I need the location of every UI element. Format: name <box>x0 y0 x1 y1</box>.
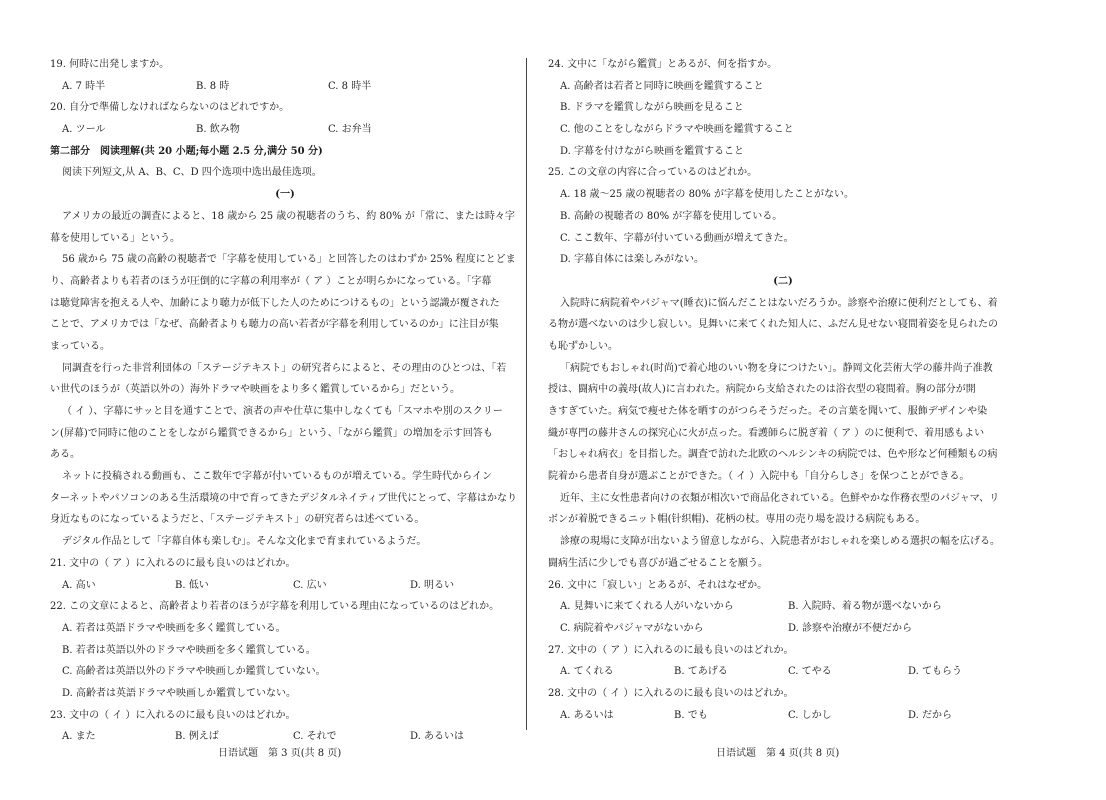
passage-1-line: 身近なものになっているようだと、「ステージテキスト」の研究者らは述べている。 <box>50 514 425 526</box>
question-20: 20. 自分で準備しなければならないのはどれですか。 <box>50 102 290 114</box>
question-27: 27. 文中の（ ア ）に入れるのに最も良いのはどれか。 <box>548 644 794 656</box>
option-b[interactable]: B. てあげる <box>674 666 728 678</box>
option-d[interactable]: D. 字幕を付けながら映画を鑑賞すること <box>560 145 745 157</box>
option-a[interactable]: A. 若者は英語ドラマや映画を多く鑑賞している。 <box>62 622 286 634</box>
option-c[interactable]: C. 広い <box>293 579 327 591</box>
option-c[interactable]: C. しかし <box>788 709 832 721</box>
question-22: 22. この文章によると、高齢者より若者のほうが字幕を利用している理由になっているのはどれか。 <box>50 601 500 613</box>
option-c[interactable]: C. お弁当 <box>328 124 372 136</box>
question-25: 25. この文章の内容に合っているのはどれか。 <box>548 167 758 179</box>
question-19: 19. 何時に出発しますか。 <box>50 59 170 70</box>
option-c[interactable]: C. ここ数年、字幕が付いている動画が増えてきた。 <box>560 232 794 244</box>
option-a[interactable]: A. また <box>62 731 96 743</box>
right-page-column <box>548 54 1018 726</box>
column-divider <box>526 58 527 730</box>
option-a[interactable]: A. 7 時半 <box>62 80 106 92</box>
option-b[interactable]: B. 飲み物 <box>196 124 240 136</box>
question-21: 21. 文中の（ ア ）に入れるのに最も良いのはどれか。 <box>50 557 296 569</box>
option-b[interactable]: B. 8 時 <box>196 80 230 92</box>
passage-2-line: 授は、闘病中の義母(故人)に言われた。病院から支給されたのは浴衣型の寝間着。胸の部分が開 <box>548 384 976 396</box>
option-a[interactable]: A. てくれる <box>560 666 614 678</box>
option-a[interactable]: A. 18 歳～25 歳の視聴者の 80% が字幕を使用したことがない。 <box>560 189 854 201</box>
passage-2-line: 診療の現場に支障が出ないよう留意しながら、入院患者がおしゃれを楽しめる選択の幅を広げる。 <box>560 536 1000 548</box>
question-26-options-row2 <box>548 618 1018 640</box>
passage-2-marker: (二) <box>773 275 793 287</box>
question-27-options <box>548 661 1018 683</box>
left-page-footer: 日语试题 第 3 页(共 8 页) <box>218 748 342 759</box>
passage-2-line: きすぎていた。病気で痩せた体を晒すのがつらそうだった。その言葉を聞いて、服飾デザインや染 <box>548 406 988 417</box>
question-20-options <box>50 119 520 141</box>
passage-2-line: 「おしゃれ病衣」を目指した。調査で訪れた北欧のヘルシンキの病院では、色や形など何種類もの病 <box>548 449 998 461</box>
option-a[interactable]: A. 高い <box>62 579 96 591</box>
option-c[interactable]: C. てやる <box>788 666 832 678</box>
passage-1-line: 幕を使用している」という。 <box>50 232 180 244</box>
passage-1-line: ある。 <box>50 449 80 461</box>
question-28-options <box>548 705 1018 727</box>
passage-2-line: 入院時に病院着やパジャマ(睡衣)に悩んだことはないだろうか。診察や治療に便利だとしても、着 <box>560 297 998 309</box>
option-d[interactable]: D. 字幕自体には楽しみがない。 <box>560 254 705 266</box>
passage-1-line: ターネットやパソコンのある生活環境の中で育ってきたデジタルネイティブ世代にとって、字幕はかなり <box>50 492 517 504</box>
passage-2-line: 院着から患者自身が選ぶことができた。（ イ ）入院中も「自分らしさ」を保つことができる。 <box>548 471 970 483</box>
passage-1-line: ネットに投稿される動画も、ここ数年で字幕が付いているものが増えている。学生時代からイン <box>62 471 492 483</box>
option-d[interactable]: D. てもらう <box>908 666 963 678</box>
option-a[interactable]: A. ツール <box>62 124 106 136</box>
passage-2-line: 近年、主に女性患者向けの衣類が相次いで商品化されている。色鮮やかな作務衣型のパジャマ、リ <box>560 492 1000 504</box>
option-b[interactable]: B. ドラマを鑑賞しながら映画を見ること <box>560 102 744 114</box>
right-page-footer: 日语试题 第 4 页(共 8 页) <box>716 748 840 759</box>
passage-2-line: も恥ずかしい。 <box>548 340 618 352</box>
option-d[interactable]: D. 高齢者は英語ドラマや映画しか鑑賞していない。 <box>62 687 297 699</box>
left-page-column <box>50 54 520 748</box>
option-a[interactable]: A. 見舞いに来てくれる人がいないから <box>560 601 734 613</box>
option-b[interactable]: B. でも <box>674 709 708 721</box>
question-23: 23. 文中の（ イ ）に入れるのに最も良いのはどれか。 <box>50 709 296 721</box>
option-b[interactable]: B. 若者は英語以外のドラマや映画を多く鑑賞している。 <box>62 644 316 656</box>
option-c[interactable]: C. 8 時半 <box>328 80 372 92</box>
option-b[interactable]: B. 低い <box>175 579 209 591</box>
passage-1-line: い世代のほうが（英語以外の）海外ドラマや映画をより多く鑑賞しているから」だという。 <box>50 384 460 396</box>
passage-2-line: 織が専門の藤井さんの探究心に火が点った。看護師らに脱ぎ着（ ア ）のに便利で、着用感もよい <box>548 427 985 439</box>
question-21-options <box>50 575 520 597</box>
passage-2-line: 「病院でもおしゃれ(时尚)で着心地のいい物を身につけたい」。静岡文化芸術大学の藤井尚子准教 <box>560 362 993 374</box>
option-c[interactable]: C. 病院着やパジャマがないから <box>560 622 704 634</box>
option-c[interactable]: C. それで <box>293 731 337 743</box>
option-d[interactable]: D. 明るい <box>410 579 455 591</box>
passage-1-line: は聴覚障害を抱える人や、加齢により聴力が低下した人のためにつけるもの」という認識が覆された <box>50 297 500 309</box>
passage-2-line: ボンが着脱できるニット帽(针织帽)、花柄の杖。専用の売り場を設ける病院もある。 <box>548 514 926 526</box>
option-d[interactable]: D. だから <box>908 709 953 721</box>
passage-1-line: 同調査を行った非営利団体の「ステージテキスト」の研究者らによると、その理由のひとつは、「若 <box>62 362 507 374</box>
passage-1-line: （ イ ）、字幕にサッと目を通すことで、演者の声や仕草に集中しなくても「スマホや別のスクリー <box>62 406 503 417</box>
option-a[interactable]: A. あるいは <box>560 709 614 721</box>
question-19-options <box>50 76 520 98</box>
option-c[interactable]: C. 高齢者は英語以外のドラマや映画しか鑑賞していない。 <box>62 666 326 678</box>
question-24: 24. 文中に「ながら鑑賞」とあるが、何を指すか。 <box>548 59 778 70</box>
passage-1-line: ことで、アメリカでは「なぜ、高齢者よりも聴力の高い若者が字幕を利用しているのか」に注目が集 <box>50 319 499 331</box>
passage-1-line: アメリカの最近の調査によると、18 歳から 25 歳の視聴者のうち、約 80% が「常に、または時々字 <box>62 210 515 222</box>
section-instruction: 阅读下列短文,从 A、B、C、D 四个选项中选出最佳选项。 <box>62 167 322 179</box>
passage-2-line: 闘病生活に少しでも喜びが過ごせることを願う。 <box>548 557 768 569</box>
option-a[interactable]: A. 高齢者は若者と同時に映画を鑑賞すること <box>560 80 764 92</box>
option-b[interactable]: B. 高齢の視聴者の 80% が字幕を使用している。 <box>560 210 783 222</box>
question-26-options-row1 <box>548 596 1018 618</box>
question-28: 28. 文中の（ イ ）に入れるのに最も良いのはどれか。 <box>548 687 794 699</box>
passage-1-line: 56 歳から 75 歳の高齢の視聴者で「字幕を使用している」と回答したのはわずか 25% 程度にとどま <box>62 254 516 266</box>
question-26: 26. 文中に「寂しい」とあるが、それはなぜか。 <box>548 579 768 591</box>
passage-2-line: る物が選べないのは少し寂しい。見舞いに来てくれた知人に、ふだん見せない寝間着姿を見られたの <box>548 319 998 331</box>
passage-1-line: ン(屏幕)で同時に他のことをしながら鑑賞できるから」という、「ながら鑑賞」の増加を示す回答も <box>50 427 493 439</box>
option-d[interactable]: D. あるいは <box>410 731 465 743</box>
option-b[interactable]: B. 入院時、着る物が選べないから <box>788 601 942 613</box>
option-d[interactable]: D. 診察や治療が不便だから <box>788 622 913 634</box>
passage-1-line: まっている。 <box>50 340 110 352</box>
section-heading: 第二部分 阅读理解(共 20 小题;每小题 2.5 分,满分 50 分) <box>50 145 323 157</box>
passage-1-line: り、高齢者よりも若者のほうが圧倒的に字幕の利用率が（ ア ）ことが明らかになっている。「字幕 <box>50 275 492 287</box>
option-b[interactable]: B. 例えば <box>175 731 219 743</box>
option-c[interactable]: C. 他のことをしながらドラマや映画を鑑賞すること <box>560 124 794 136</box>
passage-1-line: デジタル作品として「字幕自体も楽しむ」。そんな文化まで育まれているようだ。 <box>62 536 427 548</box>
passage-1-marker: (一) <box>275 189 295 201</box>
